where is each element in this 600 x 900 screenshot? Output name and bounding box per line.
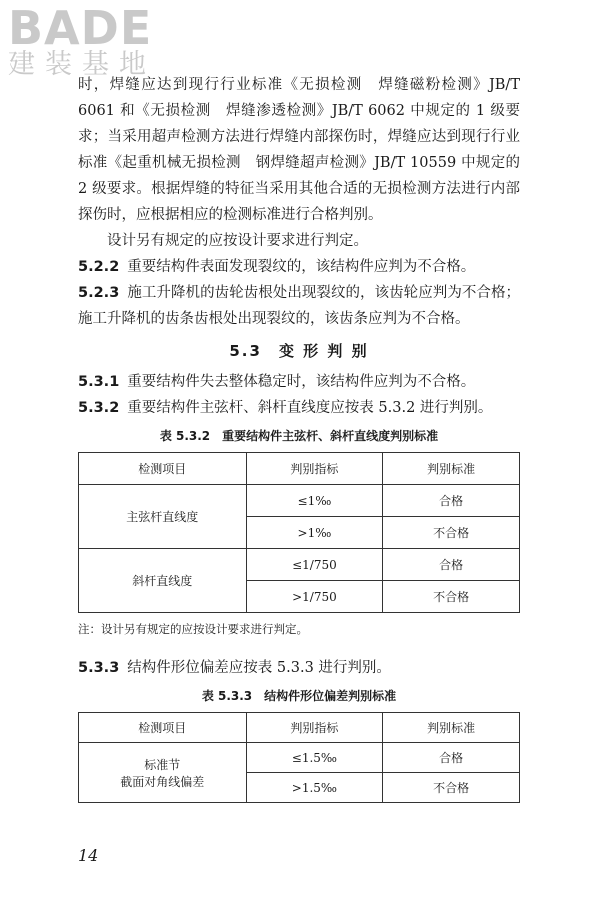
table-item-line: 截面对角线偏差	[120, 774, 205, 789]
watermark-brand: BADE	[8, 1, 153, 55]
table-header-cell: 检测项目	[79, 453, 247, 485]
table-row	[79, 743, 520, 773]
table-cell: >1‰	[246, 517, 383, 549]
table-item-cell: 斜杆直线度	[79, 549, 247, 613]
table-cell: ≤1.5‰	[246, 743, 383, 773]
table-cell: 不合格	[383, 581, 520, 613]
table-item-cell	[79, 743, 247, 803]
clause-number: 5.2.3	[78, 285, 120, 301]
table-header-cell: 检测项目	[79, 713, 247, 743]
table-5-3-3	[78, 712, 520, 803]
table-item-line: 标准节	[144, 757, 181, 772]
design-note-paragraph: 设计另有规定的应按设计要求进行判定。	[107, 233, 368, 249]
table-5-3-2-title: 表 5.3.2 重要结构件主弦杆、斜杆直线度判别标准	[159, 429, 439, 443]
table-cell: 合格	[383, 485, 520, 517]
table-5-3-2	[78, 452, 520, 613]
table-header-row	[79, 713, 520, 743]
table-cell: 合格	[383, 743, 520, 773]
clause-text: 施工升降机的齿轮齿根处出现裂纹的，该齿轮应判为不合格；施工升降机的齿条齿根处出现裂纹的，该齿条应判为不合格。	[78, 285, 520, 327]
intro-paragraph: 时，焊缝应达到现行行业标准《无损检测 焊缝磁粉检测》JB/T 6061 和《无损检测 焊缝渗透检测》JB/T 6062 中规定的 1 级要求；当采用超声检测方法进行焊缝内部探伤时，焊缝应达到现行行业标准《起重机械无损检测 钢焊缝超声检测》JB/T 10559 中规定的 2 级要求。根据焊缝的特征当采用其他合适的无损检测方法进行内部探伤时，应根据相应的检测标准进行合格判别。	[78, 77, 520, 223]
table-header-cell: 判别指标	[246, 453, 383, 485]
watermark-subtitle: 建装基地	[8, 49, 156, 80]
clause-text: 结构件形位偏差应按表 5.3.3 进行判别。	[127, 660, 391, 676]
clause-number: 5.3.3	[78, 660, 120, 676]
page-content	[78, 72, 520, 803]
table-cell: >1.5‰	[246, 773, 383, 803]
table-item-cell: 主弦杆直线度	[79, 485, 247, 549]
section-title: 5.3 变 形 判 别	[229, 342, 369, 360]
table-5-3-3-title: 表 5.3.3 结构件形位偏差判别标准	[201, 689, 397, 703]
table-header-row	[79, 453, 520, 485]
table-cell: >1/750	[246, 581, 383, 613]
page-number: 14	[78, 846, 99, 865]
clause-5-3-2	[78, 395, 520, 421]
clause-text: 重要结构件主弦杆、斜杆直线度应按表 5.3.2 进行判别。	[127, 400, 493, 416]
table-row	[79, 549, 520, 581]
table-row	[79, 485, 520, 517]
table-cell: 合格	[383, 549, 520, 581]
table-note: 注：设计另有规定的应按设计要求进行判定。	[78, 622, 308, 636]
clause-5-2-2	[78, 254, 520, 280]
clause-number: 5.2.2	[78, 259, 120, 275]
clause-5-3-3	[78, 655, 520, 681]
clause-number: 5.3.2	[78, 400, 120, 416]
table-cell: 不合格	[383, 773, 520, 803]
clause-text: 重要结构件表面发现裂纹的，该结构件应判为不合格。	[127, 259, 476, 275]
clause-5-2-3	[78, 280, 520, 332]
watermark-logo	[8, 2, 178, 92]
clause-number: 5.3.1	[78, 374, 120, 390]
clause-5-3-1	[78, 369, 520, 395]
table-header-cell: 判别标准	[383, 453, 520, 485]
table-cell: ≤1/750	[246, 549, 383, 581]
table-header-cell: 判别标准	[383, 713, 520, 743]
table-cell: ≤1‰	[246, 485, 383, 517]
table-cell: 不合格	[383, 517, 520, 549]
clause-text: 重要结构件失去整体稳定时，该结构件应判为不合格。	[127, 374, 476, 390]
table-header-cell: 判别指标	[246, 713, 383, 743]
